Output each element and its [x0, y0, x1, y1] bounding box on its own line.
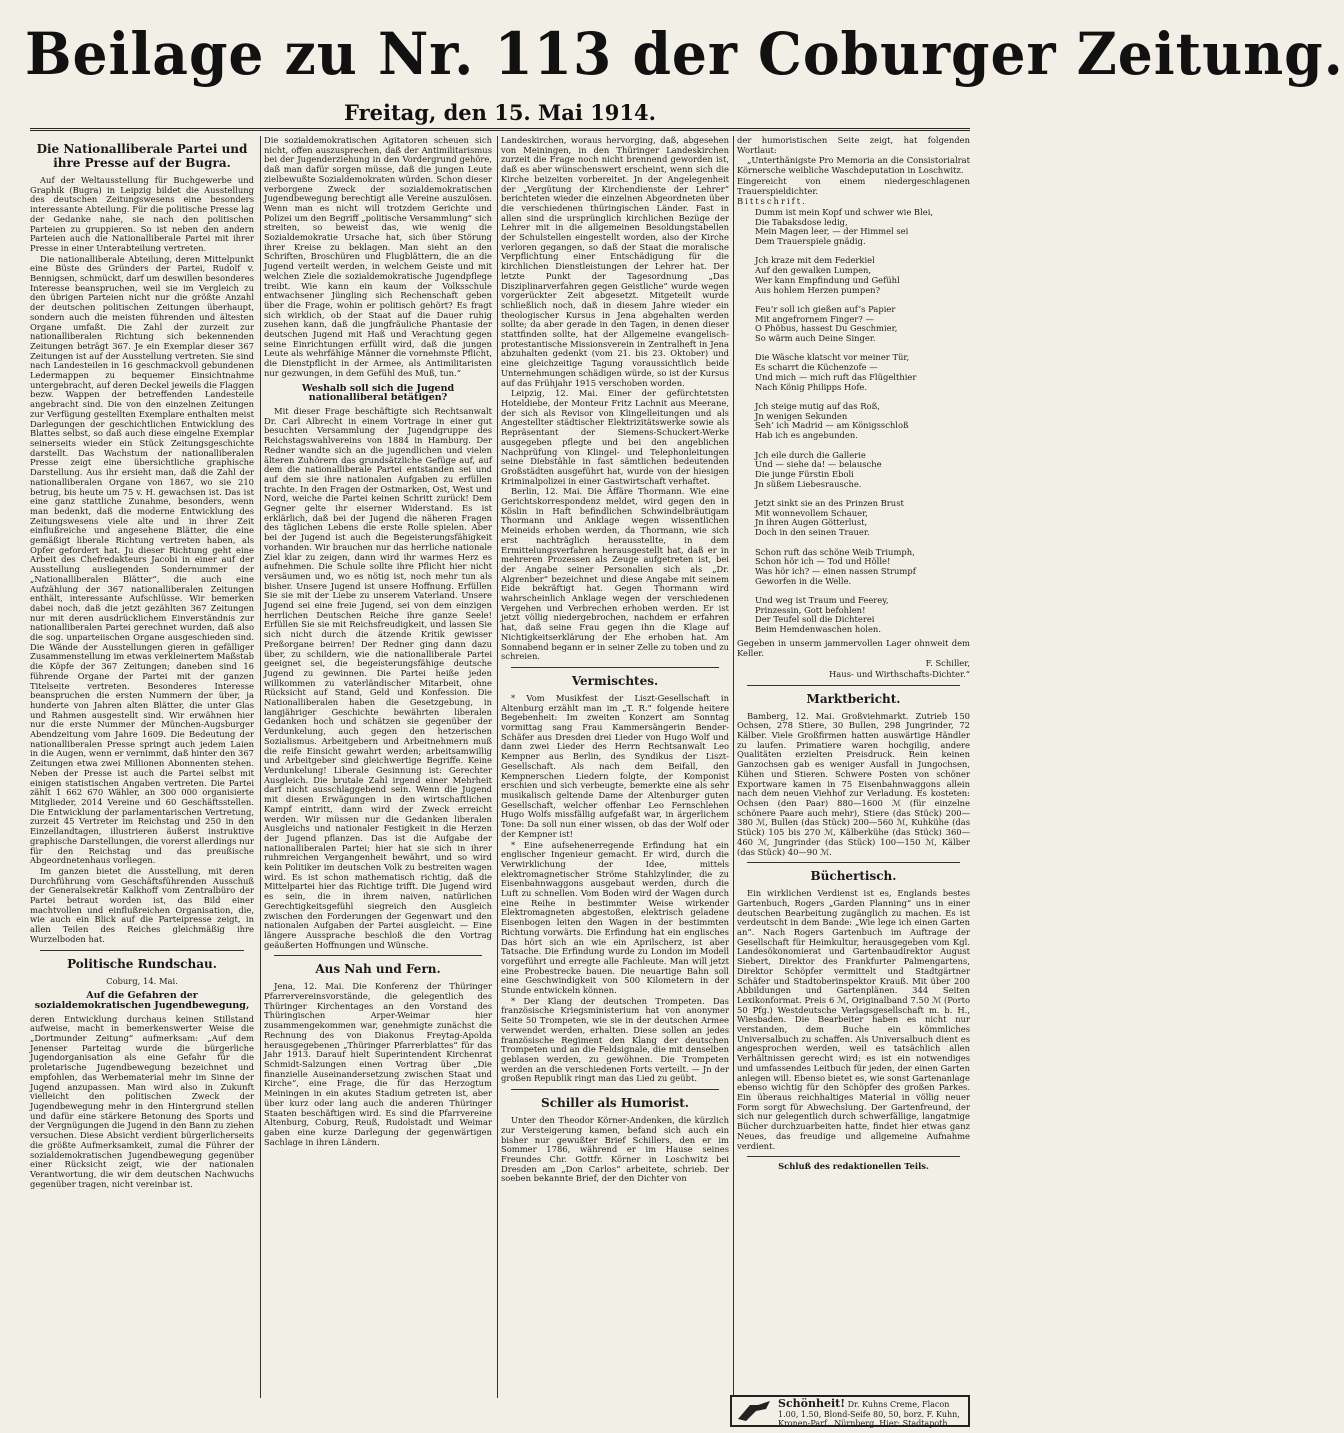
- section-heading-vermischtes: Vermischtes.: [571, 673, 659, 688]
- editorial-end-note: Schluß des redaktionellen Teils.: [778, 1161, 929, 1172]
- column-2: [264, 136, 492, 1398]
- schiller-poem: Dumm ist mein Kopf und schwer wie Blei, Die Tabaksdose ledig, Mein Magen leer, — der Himmel sei Dem Trauerspiele gnädig. Jch kraze mit dem Federkiel Auf den gewalken Lumpen, Wer kann Empfindung und Gefühl Aus hohlem Herzen pumpen? Feu’r soll ich gießen auf’s Papier Mit angefrornem Finger? — O Phöbus, hassest Du Geschmier, So wärm auch Deine Singer. Die Wäsche klatscht vor meiner Tür, Es scharrt die Küchenzofe — Und mich — mich ruft das Flügelthier Nach König Philipps Hofe. Jch steige mutig auf das Roß, Jn wenigen Sekunden Seh’ ich Madrid — am Königsschloß Hab ich es angebunden. Jch eile durch die Gallerie Und — siehe da! — belausche Die junge Fürstin Eboli Jn süßem Liebesrausche. Jetzt sinkt sie an des Prinzen Brust Mit wonnevollem Schauer, Jn ihren Augen Götterlust, Doch in den seinen Trauer. Schon ruft das schöne Weib Triumph, Schon hör ich — Tod und Hölle! Was hör ich? — einen nassen Strumpf Geworfen in die Welle. Und weg ist Traum und Feerey, Prinzessin, Gott befohlen! Der Teufel soll die Dichterei Beim Hemdenwaschen holen.: [755, 206, 934, 635]
- section-heading-nah-fern: Aus Nah und Fern.: [315, 962, 441, 977]
- section-divider: [747, 685, 960, 686]
- paragraph: Bamberg, 12. Mai. Großviehmarkt. Zutrieb 150 Ochsen, 278 Stiere, 30 Bullen, 298 Jungrinder, 72 Kälber. Viele Großfirmen hatten auswärtige Händler zu laufen. Primatiere waren hochgilig, andere Qualitäten erzielten Preisdruck. Rein keinen Ganzochsen gab es weniger Ausfall in Jungochsen, Kühen und Stieren. Schwere Posten von schöner Exportware kamen in 75 Eisenbahnwaggons allein nach dem neuen Viehhof zur Verladung. Es kosteten: Ochsen (den Paar) 880—1600 ℳ (für einzelne schönere Paare auch mehr), Stiere (das Stück) 200—380 ℳ, Bullen (das Stück) 200—560 ℳ, Kuhkühe (das Stück) 105 bis 270 ℳ, Kälberkühe (das Stück) 360—460 ℳ, Jungrinder (das Stück) 100—150 ℳ, Kälber (das Stück) 40—90 ℳ.: [737, 710, 970, 857]
- ad-text: Dr. Kuhns Creme, Flacon 1.00, 1.50, Blond-Seife 80, 50, borz. F. Kuhn, Kronen-Parf., Nürnberg. Hier: Stadtapoth.: [778, 1400, 960, 1428]
- paragraph: Landeskirchen, woraus hervorging, daß, abgesehen von Meiningen, in den Thüringer Landeskirchen zurzeit die Frage noch nicht brennend geworden ist, daß es aber wünschenswert erscheint, wenn sich die Kirche beizeiten vorbereitet. Jn der Angelegenheit der „Vergütung der Kirchendienste der Lehrer“ berichteten wieder die einzelnen Abgeordneten über die verschiedenen thüringischen Länder. Fast in allen sind die ursprünglich kirchlichen Bezüge der Lehrer mit in die allgemeinen Besoldungstabellen der Schulstellen eingestellt worden, also der Kirche verloren gegangen, so daß der Staat die moralische Verpflichtung einer Entschädigung für die kirchlichen Dienstleistungen der Lehrer hat. Der letzte Punkt der Tagesordnung „Das Disziplinarverfahren gegen Geistliche“ wurde wegen vorgerückter Zeit abgesetzt. Mitgeteilt wurde schließlich noch, daß in diesem Jahre wieder ein theologischer Kursus in Jena abgehalten werden sollte; da aber gerade in den Tagen, in denen dieser stattfinden sollte, hat der Allgemeine evangelisch-protestantische Missionsverein in Zentralheft in Jena abzuhalten gedenkt (vom 21. bis 23. Oktober) und eine gleichzeitige Tagung voraussichtlich beide Unternehmungen schädigen würde, so ist der Kursus auf das Frühjahr 1915 verschoben worden.: [501, 135, 729, 388]
- ad-headline: Schönheit!: [778, 1397, 846, 1410]
- paragraph: Berlin, 12. Mai. Die Äffäre Thormann. Wie eine Gerichtskorrespondenz meldet, wird gegen den in Köslin in Haft befindlichen Schwindelbräutigam Thormann und Anklage wegen wissentlichen Meineids erhoben werden, da Thormann, wie sich erst nachträglich herausstellte, in dem Ermittelungsverfahren herausgestellt hat, daß er in mehreren Prozessen als Zeuge aufgetreten ist, bei der Angabe seiner Personalien sich als „Dr. Algrenber“ bezeichnet und diese Angabe mit seinem Eide bekräftigt hat. Gegen Thormann wird wahrscheinlich Anklage wegen der verschiedenen Vergehen und Verbrechen erhoben werden. Er ist jetzt völlig niedergebrochen, nachdem er erfahren hat, daß seine Frau gegen ihn die Klage auf Nichtigkeitserklärung der Ehe erhoben hat. Am Sonnabend begann er in seiner Zelle zu toben und zu schreien.: [501, 486, 729, 662]
- section-heading-marktbericht: Marktbericht.: [806, 691, 901, 706]
- section-divider: [274, 955, 482, 956]
- paragraph: Im ganzen bietet die Ausstellung, mit deren Durchführung vom Geschäftsführenden Ausschuß der Generalsekretär Kalkhoff vom Zentralbüro der Partei betraut worden ist, das Bild einer machtvollen und einflußreichen Organisation, die, wie auch ein Blick auf die Parteipresse zeigt, in allen Teilen des Reiches gleichmäßig ihre Wurzelboden hat.: [30, 865, 254, 944]
- paragraph: Unter den Theodor Körner-Andenken, die kürzlich zur Versteigerung kamen, befand sich auch ein bisher nur gewußter Brief Schillers, den er im Sommer 1786, während er im Hause seines Freundes Chr. Gottfr. Körner in Loschwitz bei Dresden am „Don Carlos“ arbeitete, schrieb. Der soeben bekannte Brief, der den Dichter von: [501, 1115, 729, 1184]
- paragraph: Leipzig, 12. Mai. Einer der gefürchtetsten Hoteldiebe, der Monteur Fritz Lachnit aus Meerane, der sich als Revisor von Klingelleitungen und als Angestellter städtischer Elektrizitätswerke sowie als Repräsentant der Siemens-Schuckert-Werke ausgegeben pflegte und bei den angeblichen Nachprüfung von Klingel- und Telephonleitungen seine Diebstähle in fast sämtlichen bedeutenden Großstädten ausgeführt hat, wurde von der hiesigen Kriminalpolizei in einer Gastwirtschaft verhaftet.: [501, 388, 729, 486]
- column-3: [501, 136, 729, 1398]
- section-divider: [40, 950, 244, 951]
- column-rule-3: [733, 136, 734, 1398]
- signature: F. Schiller,: [925, 658, 970, 669]
- paragraph: der humoristischen Seite zeigt, hat folgenden Wortlaut:: [737, 135, 970, 155]
- signature-title: Haus- und Wirthschafts-Dichter.“: [829, 668, 970, 679]
- paragraph: * Vom Musikfest der Liszt-Gesellschaft in Altenburg erzählt man im „T. R.“ folgende heitere Begebenheit: Im zweiten Konzert am Sonntag vormittag sang Frau Kammersängerin Bender-Schäfer aus Dresden drei Lieder von Hugo Wolf und dann zwei Lieder des Herrn Rechtsanwalt Leo Kempner aus Berlin, des Syndikus der Liszt-Gesellschaft. Als nach dem Beifall, den Kempnerschen Liedern folgte, der Komponist erschien und sich verbeugte, bemerkte eine als sehr musikalisch geltende Dame der Altenburger guten Gesellschaft, welcher offenbar Leo Fernschlehen Hugo Wolfs missfällig aufgefaßt war, in ärgerlichem Tone: Da soll nun einer wissen, ob das der Wolf oder der Kempner ist!: [501, 692, 729, 839]
- column-rule-2: [497, 136, 498, 1398]
- dateline: Coburg, 14. Mai.: [106, 975, 178, 986]
- section-divider: [747, 862, 960, 863]
- section-heading-rundschau: Politische Rundschau.: [67, 956, 217, 971]
- paragraph: * Der Klang der deutschen Trompeten. Das französische Kriegsministerium hat von anonymer Seite 50 Trompeten, wie sie in der deutschen Armee verwendet werden, erhalten. Diese sollen an jedes französische Regiment den Klang der deutschen Trompeten und an die Feldsignale, die mit denselben geblasen werden, zu gewöhnen. Die Trompeten werden an die verschiedenen Forts verteilt. — Jn der großen Republik ringt man das Lied zu geübt.: [501, 995, 729, 1084]
- eingereicht-text: Eingereicht von einem niedergeschlagenen Trauerspieldichter.: [737, 175, 970, 196]
- bittschrift-heading: Bittschrift.: [737, 196, 807, 207]
- paragraph: Die nationalliberale Abteilung, deren Mittelpunkt eine Büste des Gründers der Partei, Rudolf v. Bennigsen, schmückt, darf um deswillen besonderes Interesse beanspruchen, weil sie im Vergleich zu den übrigen Parteien nicht nur die größte Anzahl der deutschen politischen Zeitungen überhaupt, sondern auch die meisten führenden und ältesten Organe umfaßt. Die Zahl der zurzeit zur nationalliberalen Richtung sich bekennenden Zeitungen beträgt 367. Je ein Exemplar dieser 367 Zeitungen ist auf der Ausstellung vertreten. Sie sind nach Landesteilen in 16 geschmackvoll gebundenen Ledermappen zu bequemer Einsichtnahme untergebracht, auf deren Deckel jeweils die Flaggen bezw. Wappen der betreffenden Landesteile angebracht sind. Die von den einzelnen Zeitungen zur Verfügung gestellten Exemplare enthalten meist Darlegungen der geschichtlichen Entwicklung des Blattes selbst, so daß auch diese eingelne Exemplar seinerseits wieder ein Stück Zeitungsgeschichte darstellt. Das Wachstum der nationalliberalen Presse zeigt eine übersichtliche graphische Darstellung. Aus ihr ersieht man, daß die Zahl der nationalliberalen Organe von 1867, wo sie 210 betrug, bis heute um 75 v. H. gewachsen ist. Das ist eine ganz stattliche Zunahme, besonders, wenn man bedenkt, daß die moderne Entwicklung des Zeitungswesens viele alte und in ihrer Zeit einflußreiche und angesehene Blätter, die eine gemäßigt liberale Richtung vertreten haben, als Opfer gefordert hat. Ju dieser Richtung geht eine Arbeit des Chefredakteurs Jacobi in einer auf der Ausstellung ausliegenden Sondernummer der „Nationalliberalen Blätter“, die auch eine Aufzählung der 367 nationalliberalen Zeitungen enthält, interessante Aufschlüsse. Wir bemerken dabei noch, daß die jetzt gezählten 367 Zeitungen nur mit deren ausdrücklichem Einverständnis zur nationalliberalen Partei gerechnet wurden, daß also die sog. unparteiischen Organe ausgeschieden sind. Die Wände der Ausstellungen gieren in gefälliger Zusammenstellung im etwas verkleinertem Maßstab die Köpfe der 367 Zeitungen; daneben sind 16 führende Organe der Partei mit der ganzen Titelseite vertreten. Besonderes Interesse beanspruchen die ersten Nummern der über, ja hunderte von Jahren alten Blätter, die unter Glas und Rahmen ausgestellt sind. Wir erwähnen hier nur die erste Nummer der München-Augsburger Abendzeitung vom Jahre 1609. Die Bedeutung der nationalliberalen Presse springt auch jedem Laien in die Augen, wenn er vernimmt, daß hinter den 367 Zeitungen etwa zwei Millionen Abonnenten stehen. Neben der Presse ist auch die Partei selbst mit einigen statistischen Angaben vertreten. Die Partei zählt 1 662 670 Wähler, an 300 000 organisierte Mitglieder, 2014 Vereine und 60 Geschäftsstellen. Die Entwicklung der parlamentarischen Vertretung, zurzeit 45 Vertreter im Reichstag und 250 in den Einzellandtagen, illustrieren äußerst instruktive graphische Darstellungen, die vorerst allerdings nur für den Reichstag und das preußische Abgeordnetenhaus vorliegen.: [30, 253, 254, 866]
- masthead-date: Freitag, den 15. Mai 1914.: [344, 100, 656, 125]
- section-divider: [511, 1089, 719, 1090]
- paragraph: Die sozialdemokratischen Agitatoren scheuen sich nicht, offen auszusprechen, daß der Antimilitarismus bei der Jugenderziehung in den Vordergrund gehöre, daß man dafür sorgen müsse, daß die jungen Leute zielbewußte Sozialdemokraten würden. Schon dieser verborgene Zweck der sozialdemokratischen Jugendbewegung berechtigt alle Vereine auszulösen. Wenn man es nicht will trotzdem Gerichte und Polizei um den Begriff „politische Versammlung“ sich streiten, so beweist das, wie wenig die Sozialdemokratie Ursache hat, sich über Störung ihrer Kreise zu beklagen. Man sieht an den Schriften, Broschüren und Flugblättern, die an die Jugend verteilt werden, in welchem Geiste und mit welchen Ziele die sozialdemokratische Jugendpflege treibt. Wie kann ein kaum der Volksschule entwachsener Jüngling sich Rechenschaft geben über die Frage, wohin er politisch gehört? Es fragt sich wirklich, ob der Staat auf die Dauer ruhig zusehen kann, daß die jungfräuliche Phantasie der deutschen Jugend mit Haß und Verachtung gegen seine Einrichtungen erfüllt wird, daß die jungen Leute als wehrfähige Männer die vornehmste Pflicht, die Dienstpflicht in der Armee, als Antimilitaristen nur gezwungen, in dem Gefühl des Muß, tun.“: [264, 135, 492, 378]
- paragraph: Auf der Weltausstellung für Buchgewerbe und Graphik (Bugra) in Leipzig bildet die Ausstellung des deutschen Zeitungswesens eine besonders interessante Abteilung. Für die politische Presse lag der Gedanke nahe, sie nach den politischen Parteien zu gruppieren. So ist neben den andern Parteien auch die Nationalliberale Partei mit ihrer Presse in einer Unterabteilung vertreten.: [30, 175, 254, 253]
- article-heading-bugra: Die Nationalliberale Partei und ihre Presse auf der Bugra.: [36, 142, 248, 170]
- column-1: [30, 136, 254, 1398]
- advertisement: [730, 1395, 970, 1427]
- paragraph: Ein wirklichen Verdienst ist es, Englands bestes Gartenbuch, Rogers „Garden Planning“ uns in einer deutschen Bearbeitung zugänglich zu machen. Es ist verdeutscht in dem Bande: „Wie lege ich einen Garten an“. Nach Rogers Gartenbuch im Auftrage der Gesellschaft für Heimkultur, herausgegeben vom Kgl. Landesökonomierat und Gartenbaudirektor August Siebert, Direktor des Frankfurter Palmengartens, Direktor Schöpfer vermittelt und Stadtgärtner Schäfer und Stadtoberinspektor Krauß. Mit über 200 Abbildungen und Gartenplänen. 344 Seiten Lexikonformat. Preis 6 ℳ, Originalband 7.50 ℳ (Porto 50 Pfg.) Westdeutsche Verlagsgesellschaft m. b. H., Wiesbaden. Die Bearbeiter haben es nicht nur verstanden, dem Buche ein kömmliches Universalbuch zu schaffen. Als Universalbuch dient es angesprochen werden, weil es tatsächlich allen Verhältnissen gerecht wird; es ist ein notwendiges und umfassendes Leitbuch für jeden, der einen Garten anlegen will. Ebenso bietet es, wie sonst Gartenanlage ebenso wichtig für den Schöpfer des großen Parkes. Ein überaus reichhaltiges Material in völlig neuer Form sorgt für Abwechslung. Der Gartenfreund, der sich nur gelegentlich durch schwerfällige, langatmige Bücher durchzuarbeiten hatte, findet hier etwas ganz Neues, das freudige und allgemeine Aufnahme verdient.: [737, 888, 970, 1151]
- section-divider: [511, 667, 719, 668]
- section-heading-schiller: Schiller als Humorist.: [541, 1096, 689, 1111]
- section-heading-buechertisch: Büchertisch.: [810, 869, 897, 884]
- paragraph: Jena, 12. Mai. Die Konferenz der Thüringer Pfarrervereinsvorstände, die gelegentlich des Thüringer Kirchentages an den Vorstand des Thüringischen Arper-Weimar hier zusammengekommen war, genehmigte zunächst die Rechnung des von Diakonus Freytag-Apolda herausgegebenen „Thüringer Pfarrerblattes“ für das Jahr 1913. Darauf hielt Superintendent Kirchenrat Schmidt-Salzungen einen Vortrag über „Die finanzielle Auseinandersetzung zwischen Staat und Kirche“, eine Frage, die für das Herzogtum Meiningen in ein akutes Stadium getreten ist, aber über kurz oder lang auch die anderen Thüringer Staaten beschäftigen wird. Es sind die Pfarrvereine Altenburg, Coburg, Reuß, Rudolstadt und Weimar gaben eine kurze Darlegung der gegenwärtigen Sachlage in ihren Ländern.: [264, 981, 492, 1147]
- paragraph: Mit dieser Frage beschäftigte sich Rechtsanwalt Dr. Carl Albrecht in einem Vortrage in einer gut besuchten Versammlung der Jugendgruppe des Reichstagswahlvereins von 1884 in Hamburg. Der Redner wandte sich an die jugendlichen und vielen älteren Zuhörern das grundsätzliche Gefüge auf, auf dem die nationalliberale Partei entstanden sei und auf dem sie ihre nationalen Aufgaben zu erfüllen trachte. In den Fragen der Ostmarken, Ost, West und Nord, weiche die Partei keinen Schritt zurück! Dem Gegner gelte ihr eiserner Widerstand. Es ist erklärlich, daß bei der Jugend die näheren Fragen des täglichen Lebens die erste Rolle spielen. Aber bei der Jugend ist auch die Begeisterungsfähigkeit vorhanden. Wir brauchen nur das herrliche nationale Ziel klar zu zeigen, dann wird ihr warmes Herz es aufnehmen. Die Schule sollte ihre Pflicht hier nicht versäumen und, wo es nötig ist, noch mehr tun als bisher. Unsere Jugend ist unsere Hoffnung. Erfüllen Sie sie mit der Liebe zu unserem Vaterland. Unsere Jugend sei eine freie Jugend, sei von dem einzigen herrlichen Deutschen Reiche ihre ganze Seele! Erfüllen Sie sie mit Reichsfreudigkeit, und lassen Sie sich nicht durch die ätzende Kritik gewisser Preßorgane beirren! Der Redner ging dann dazu über, zu schildern, wie die nationalliberale Partei geeignet sei, die begeisterungsfähige deutsche Jugend zu gewinnen. Die Partei heiße jeden willkommen zu vaterländischer Mitarbeit, ohne Rücksicht auf Stand, Geld und Konfession. Die Nationalliberalen haben die Gesetzgebung, in langjähriger Geschichte bewährten liberalen Gedanken hoch und schätzen sie gegenüber der Verdunkelung, auch gegen den hetzerischen Sozialismus. Arbeitgebern und Arbeitnehmern muß die reife Einsicht gewahrt werden; arbeitsamwillig und Arbeitgeber sind gleichwertige Begriffe. Keine Verdunkelung! Liberale Gesinnung ist: Gerechter Ausgleich. Die brutale Zahl irgend einer Mehrheit darf nicht ausschlaggebend sein. Wenn die Jugend mit diesen Erwägungen in den wirtschaftlichen Kampf eintritt, dann wird der Zweck erreicht werden. Wir müssen nur die Gedanken liberalen Ausgleichs und nationaler Festigkeit in die Herzen der Jugend pflanzen. Das ist die Aufgabe der nationalliberalen Partei; hier hat sie sich in ihrer ruhmreichen Vergangenheit bewährt, und so wird kein Politiker im deutschen Volk zu bestreiten wagen wird. Es ist schon mathematisch richtig, daß die Mittelpartei hier das Richtige trifft. Die Jugend wird es sein, die in ihrem naiven, natürlichen Gerechtigkeitsgefühl siegreich den Ausgleich zwischen den Forderungen der Gegenwart und den nationalen Aufgaben der Partei ausgleicht. — Eine längere Aussprache beschloß die den Vortrag geäußerten Hoffnungen und Wünsche.: [264, 405, 492, 950]
- section-divider: [747, 1156, 960, 1157]
- paragraph: * Eine aufsehenerregende Erfindung hat ein englischer Ingenieur gemacht. Er wird, durch die Verwirklichung der Idee, mittels elektromagnetischer Ströme Stahlzylinder, die zu Eisenbahnwaggons ausgebaut werden, durch die Luft zu schnellen. Vom Boden wird der Wagen durch eine Reihe in bestimmter Weise wirkender Elektromagneten abgestoßen, elektrisch geladene Eisenbogen leiten den Wagen in der bestimmten Richtung vorwärts. Die Erfindung hat ein englisches Das hört sich an wie ein Aprilscherz, ist aber Tatsache. Die Erfindung wurde zu London im Modell vorgeführt und erregte alle Fachleute. Man will jetzt eine Probestrecke bauen. Die neuartige Bahn soll eine Geschwindigkeit von 500 Kilometern in der Stunde entwickeln können.: [501, 839, 729, 996]
- subhead-jugend-nationalliberal: Weshalb soll sich die Jugend nationalliberal betätigen?: [301, 382, 455, 404]
- closing-text: Gegeben in unserm jammervollen Lager ohnweit dem Keller.: [737, 637, 970, 658]
- petition-text: „Unterthänigste Pro Memoria an die Consistorialrat Körnersche weibliche Waschdeputation in Loschwitz.: [737, 155, 970, 176]
- column-4: [737, 136, 970, 1391]
- masthead-title: Beilage zu Nr. 113 der Coburger Zeitung.: [25, 20, 1344, 88]
- subhead-jugendbewegung: Auf die Gefahren der sozialdemokratischen Jugendbewegung,: [34, 990, 250, 1011]
- hand-pointer-icon: [736, 1399, 772, 1423]
- paragraph: deren Entwicklung durchaus keinen Stillstand aufweise, macht in bemerkenswerter Weise die „Dortmunder Zeitung“ aufmerksam: „Auf dem Jenenser Parteitag wurde die bürgerliche Jugendorganisation als eine Gefahr für die proletarische Jugendbewegung bezeichnet und empfohlen, das Werbematerial mehr im Sinne der Jugend anzupassen. Man wird also in Zukunft vielleicht den politischen Zweck der Jugendbewegung mehr in den Hintergrund stellen und dafür eine stärkere Betonung des Sports und der Vergnügungen die Jugend in den Bann zu ziehen versuchen. Diese Absicht verdient bürgerlicherseits die größte Aufmerksamkeit, zumal die Führer der sozialdemokratischen Jugendbewegung gegenüber einer Rücksicht zeigt, wie der nationalen Verantwortung, die wir dem deutschen Nachwuchs gegenüber tragen, nicht vereinbar ist.: [30, 1013, 255, 1189]
- top-rule: [30, 128, 970, 131]
- column-rule-1: [260, 136, 261, 1398]
